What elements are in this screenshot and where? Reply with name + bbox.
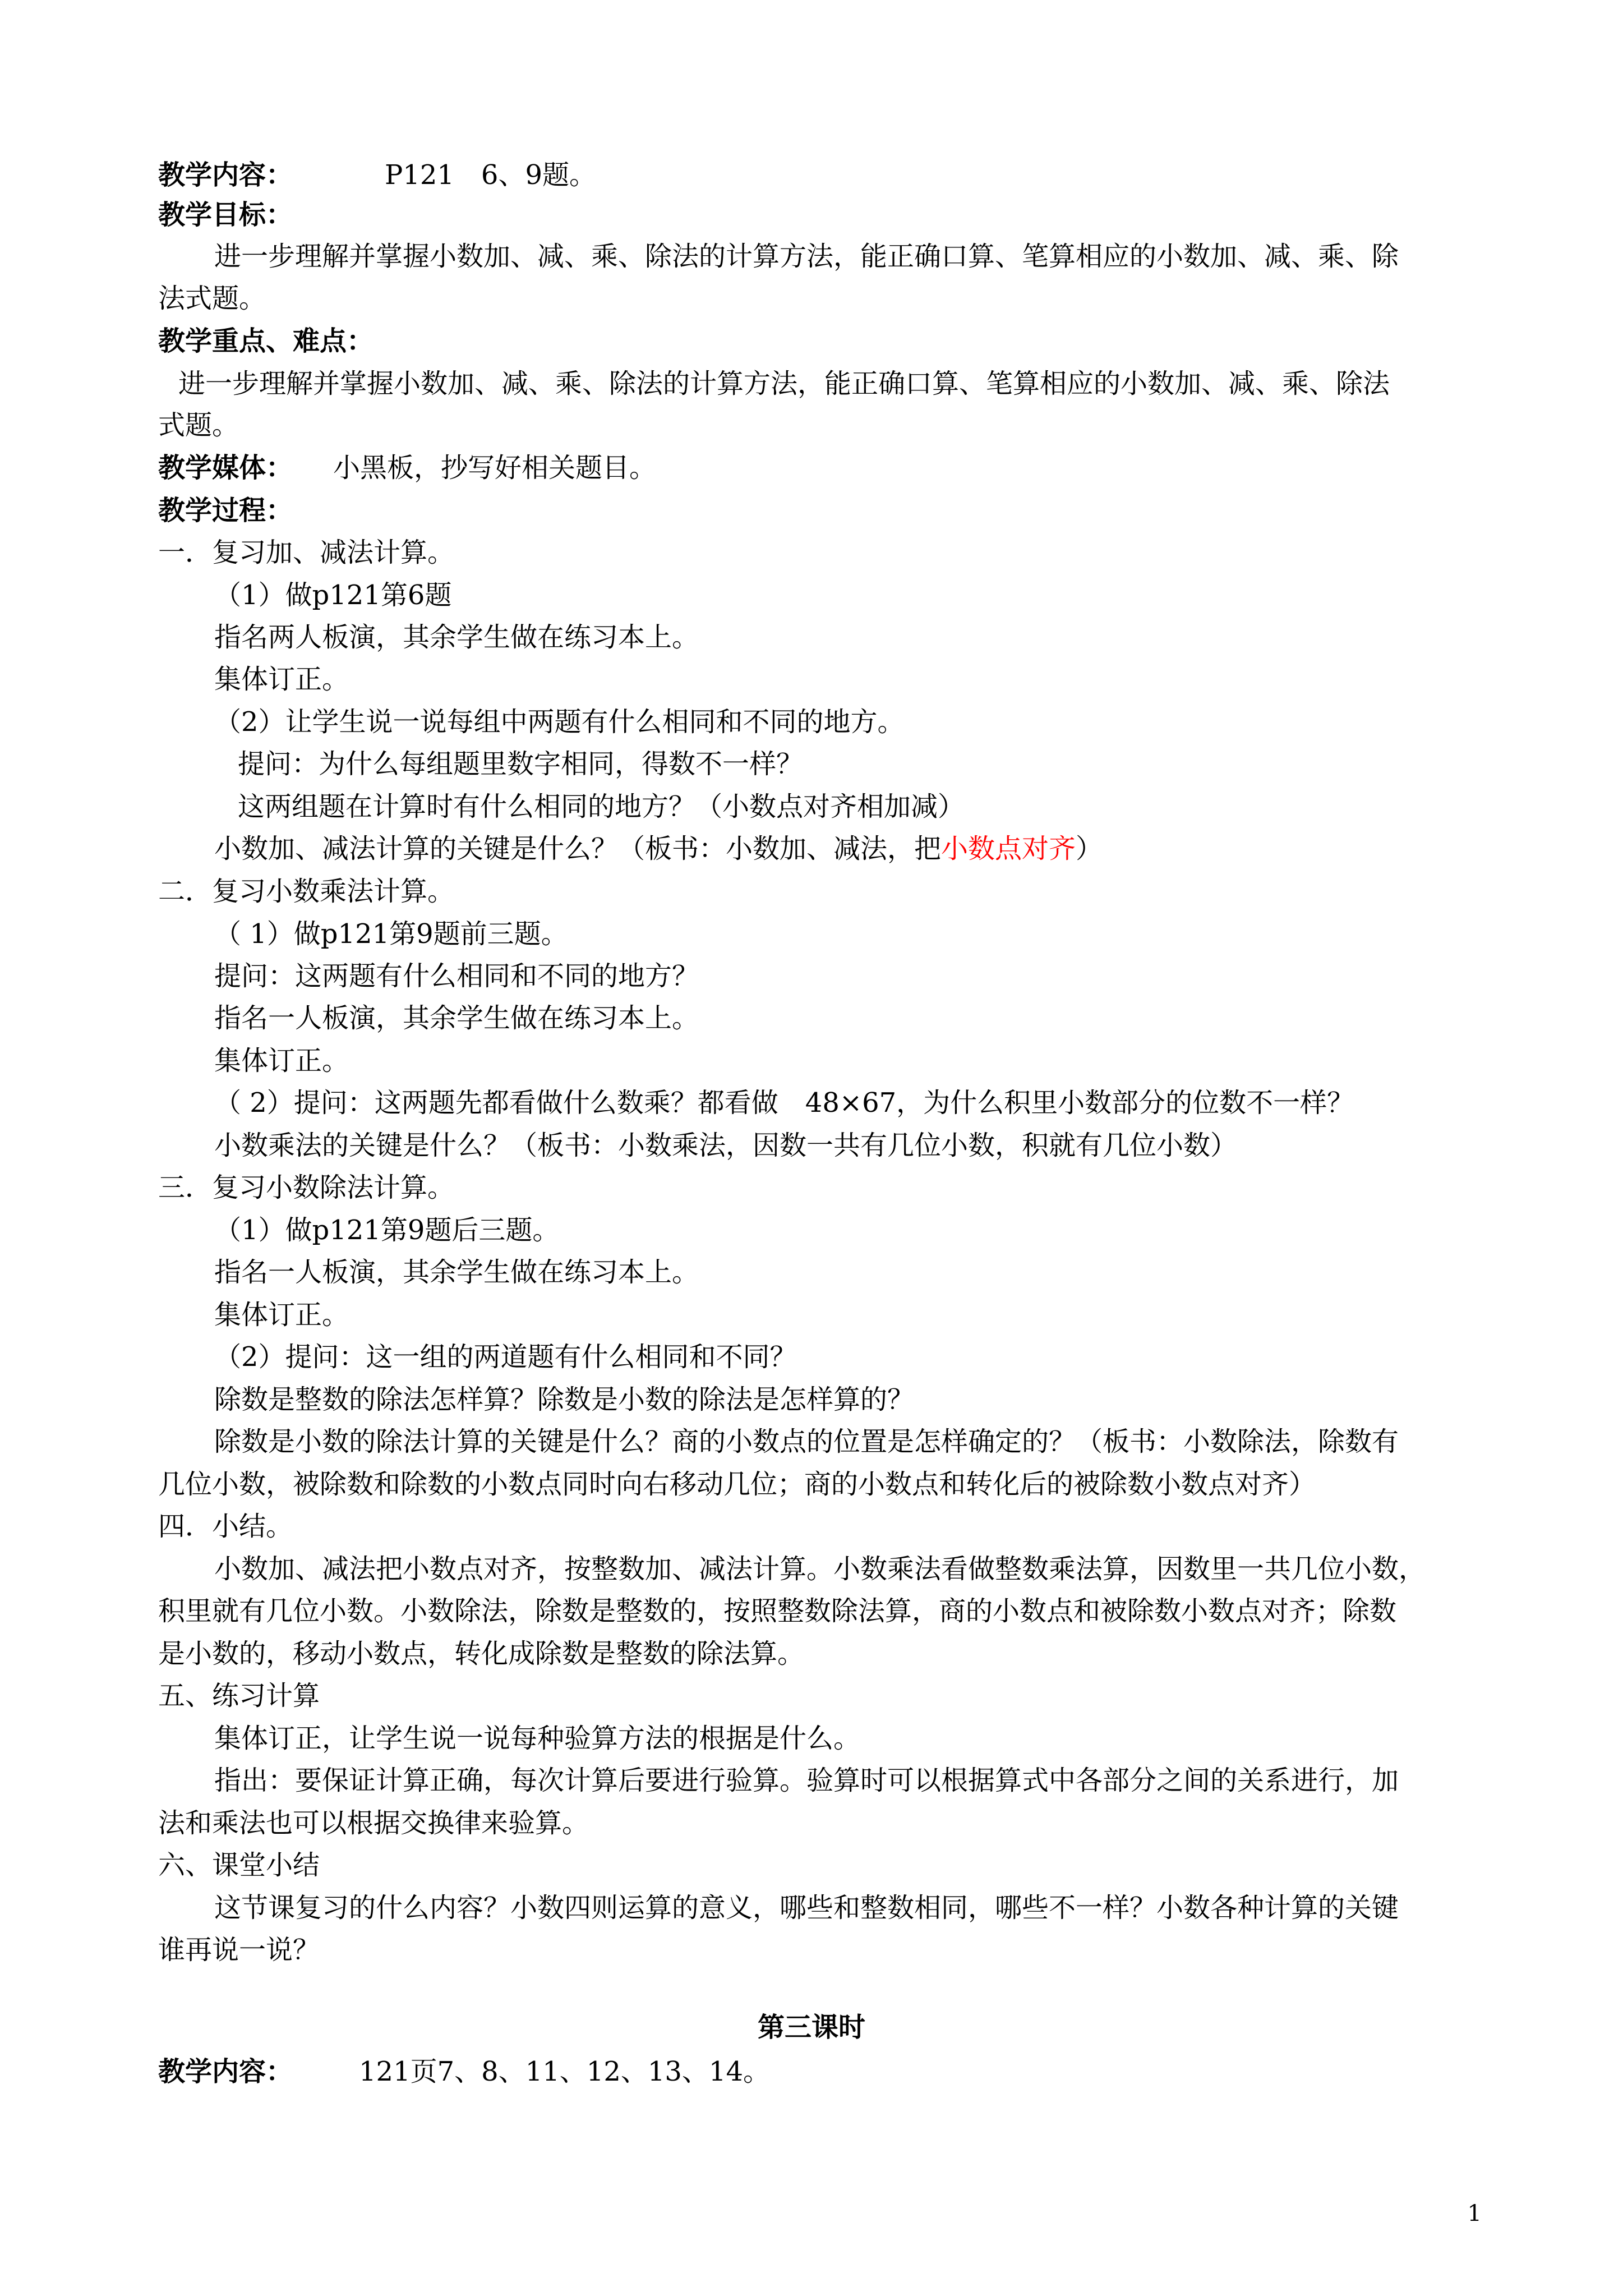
section-1-line-7-pre: 小数加、减法计算的关键是什么？（板书：小数加、减法，把 — [214, 833, 942, 864]
next-lesson-content-label: 教学内容： — [158, 2056, 293, 2087]
section-4-title: 四．小结。 — [158, 1511, 293, 1542]
section-3-line-3: 集体订正。 — [214, 1299, 349, 1331]
section-1-line-2: 指名两人板演，其余学生做在练习本上。 — [214, 622, 699, 653]
key-label: 教学重点、难点： — [158, 325, 374, 357]
section-5-line-2: 指出：要保证计算正确，每次计算后要进行验算。验算时可以根据算式中各部分之间的关系进行，加 — [214, 1765, 1399, 1796]
section-2-line-5: （ 2）提问：这两题先都看做什么数乘？都看做 48×67，为什么积里小数部分的位数不一样？ — [214, 1087, 1354, 1119]
section-1-line-3: 集体订正。 — [214, 664, 349, 695]
section-2-line-6: 小数乘法的关键是什么？（板书：小数乘法，因数一共有几位小数，积就有几位小数） — [214, 1130, 1238, 1161]
section-5-line-1: 集体订正，让学生说一说每种验算方法的根据是什么。 — [214, 1723, 861, 1754]
section-2-line-1: （ 1）做p121第9题前三题。 — [214, 918, 568, 950]
section-3-line-1: （1）做p121第9题后三题。 — [214, 1214, 560, 1246]
section-2-line-2: 提问：这两题有什么相同和不同的地方？ — [214, 960, 699, 992]
section-6-line-2: 谁再说一说？ — [158, 1934, 320, 1966]
goal-line-2: 法式题。 — [158, 283, 266, 314]
key-line-2: 式题。 — [158, 409, 239, 441]
section-1-line-6: 这两组题在计算时有什么相同的地方？（小数点对齐相加减） — [238, 791, 965, 822]
section-1-line-5: 提问：为什么每组题里数字相同，得数不一样？ — [238, 748, 804, 780]
section-1-line-7 — [214, 832, 1103, 866]
section-2-title: 二．复习小数乘法计算。 — [158, 876, 455, 907]
highlight-decimal-align: 小数点对齐 — [941, 833, 1076, 864]
content-value: P121 6、9题。 — [385, 159, 596, 191]
section-4-line-1: 小数加、减法把小数点对齐，按整数加、减法计算。小数乘法看做整数乘法算，因数里一共几位小数， — [214, 1553, 1426, 1585]
section-3-title: 三．复习小数除法计算。 — [158, 1172, 455, 1203]
section-4-line-2: 积里就有几位小数。小数除法，除数是整数的，按照整数除法算，商的小数点和被除数小数点对齐；除数 — [158, 1595, 1397, 1627]
section-5-title: 五、练习计算 — [158, 1680, 320, 1711]
section-1-line-7-post: ） — [1076, 833, 1103, 864]
media-label: 教学媒体： — [158, 452, 293, 484]
content-label: 教学内容： — [158, 159, 293, 191]
section-3-line-4: （2）提问：这一组的两道题有什么相同和不同？ — [214, 1341, 797, 1373]
section-3-line-2: 指名一人板演，其余学生做在练习本上。 — [214, 1257, 699, 1288]
process-label: 教学过程： — [158, 495, 293, 526]
media-value: 小黑板，抄写好相关题目。 — [333, 452, 657, 484]
goal-line-1: 进一步理解并掌握小数加、减、乘、除法的计算方法，能正确口算、笔算相应的小数加、减、乘、除 — [214, 241, 1399, 272]
section-2-line-3: 指名一人板演，其余学生做在练习本上。 — [214, 1002, 699, 1034]
section-2-line-4: 集体订正。 — [214, 1045, 349, 1076]
next-lesson-content-value: 121页7、8、11、12、13、14。 — [359, 2056, 771, 2087]
section-1-line-1: （1）做p121第6题 — [214, 579, 452, 611]
section-3-line-7: 几位小数，被除数和除数的小数点同时向右移动几位；商的小数点和转化后的被除数小数点对齐） — [158, 1469, 1316, 1500]
next-lesson-title: 第三课时 — [757, 2012, 865, 2043]
page-number: 1 — [1467, 2201, 1482, 2226]
section-5-line-3: 法和乘法也可以根据交换律来验算。 — [158, 1807, 589, 1839]
section-4-line-3: 是小数的，移动小数点，转化成除数是整数的除法算。 — [158, 1638, 805, 1669]
section-3-line-5: 除数是整数的除法怎样算？除数是小数的除法是怎样算的？ — [214, 1384, 915, 1415]
goal-label: 教学目标： — [158, 199, 293, 231]
section-1-title: 一．复习加、减法计算。 — [158, 537, 455, 568]
section-3-line-6: 除数是小数的除法计算的关键是什么？商的小数点的位置是怎样确定的？（板书：小数除法，除数有 — [214, 1426, 1399, 1457]
section-6-title: 六、课堂小结 — [158, 1849, 320, 1881]
key-line-1: 进一步理解并掌握小数加、减、乘、除法的计算方法，能正确口算、笔算相应的小数加、减、乘、除法 — [178, 368, 1390, 399]
section-1-line-4: （2）让学生说一说每组中两题有什么相同和不同的地方。 — [214, 706, 905, 738]
section-6-line-1: 这节课复习的什么内容？小数四则运算的意义，哪些和整数相同，哪些不一样？小数各种计算的关键 — [214, 1892, 1399, 1924]
